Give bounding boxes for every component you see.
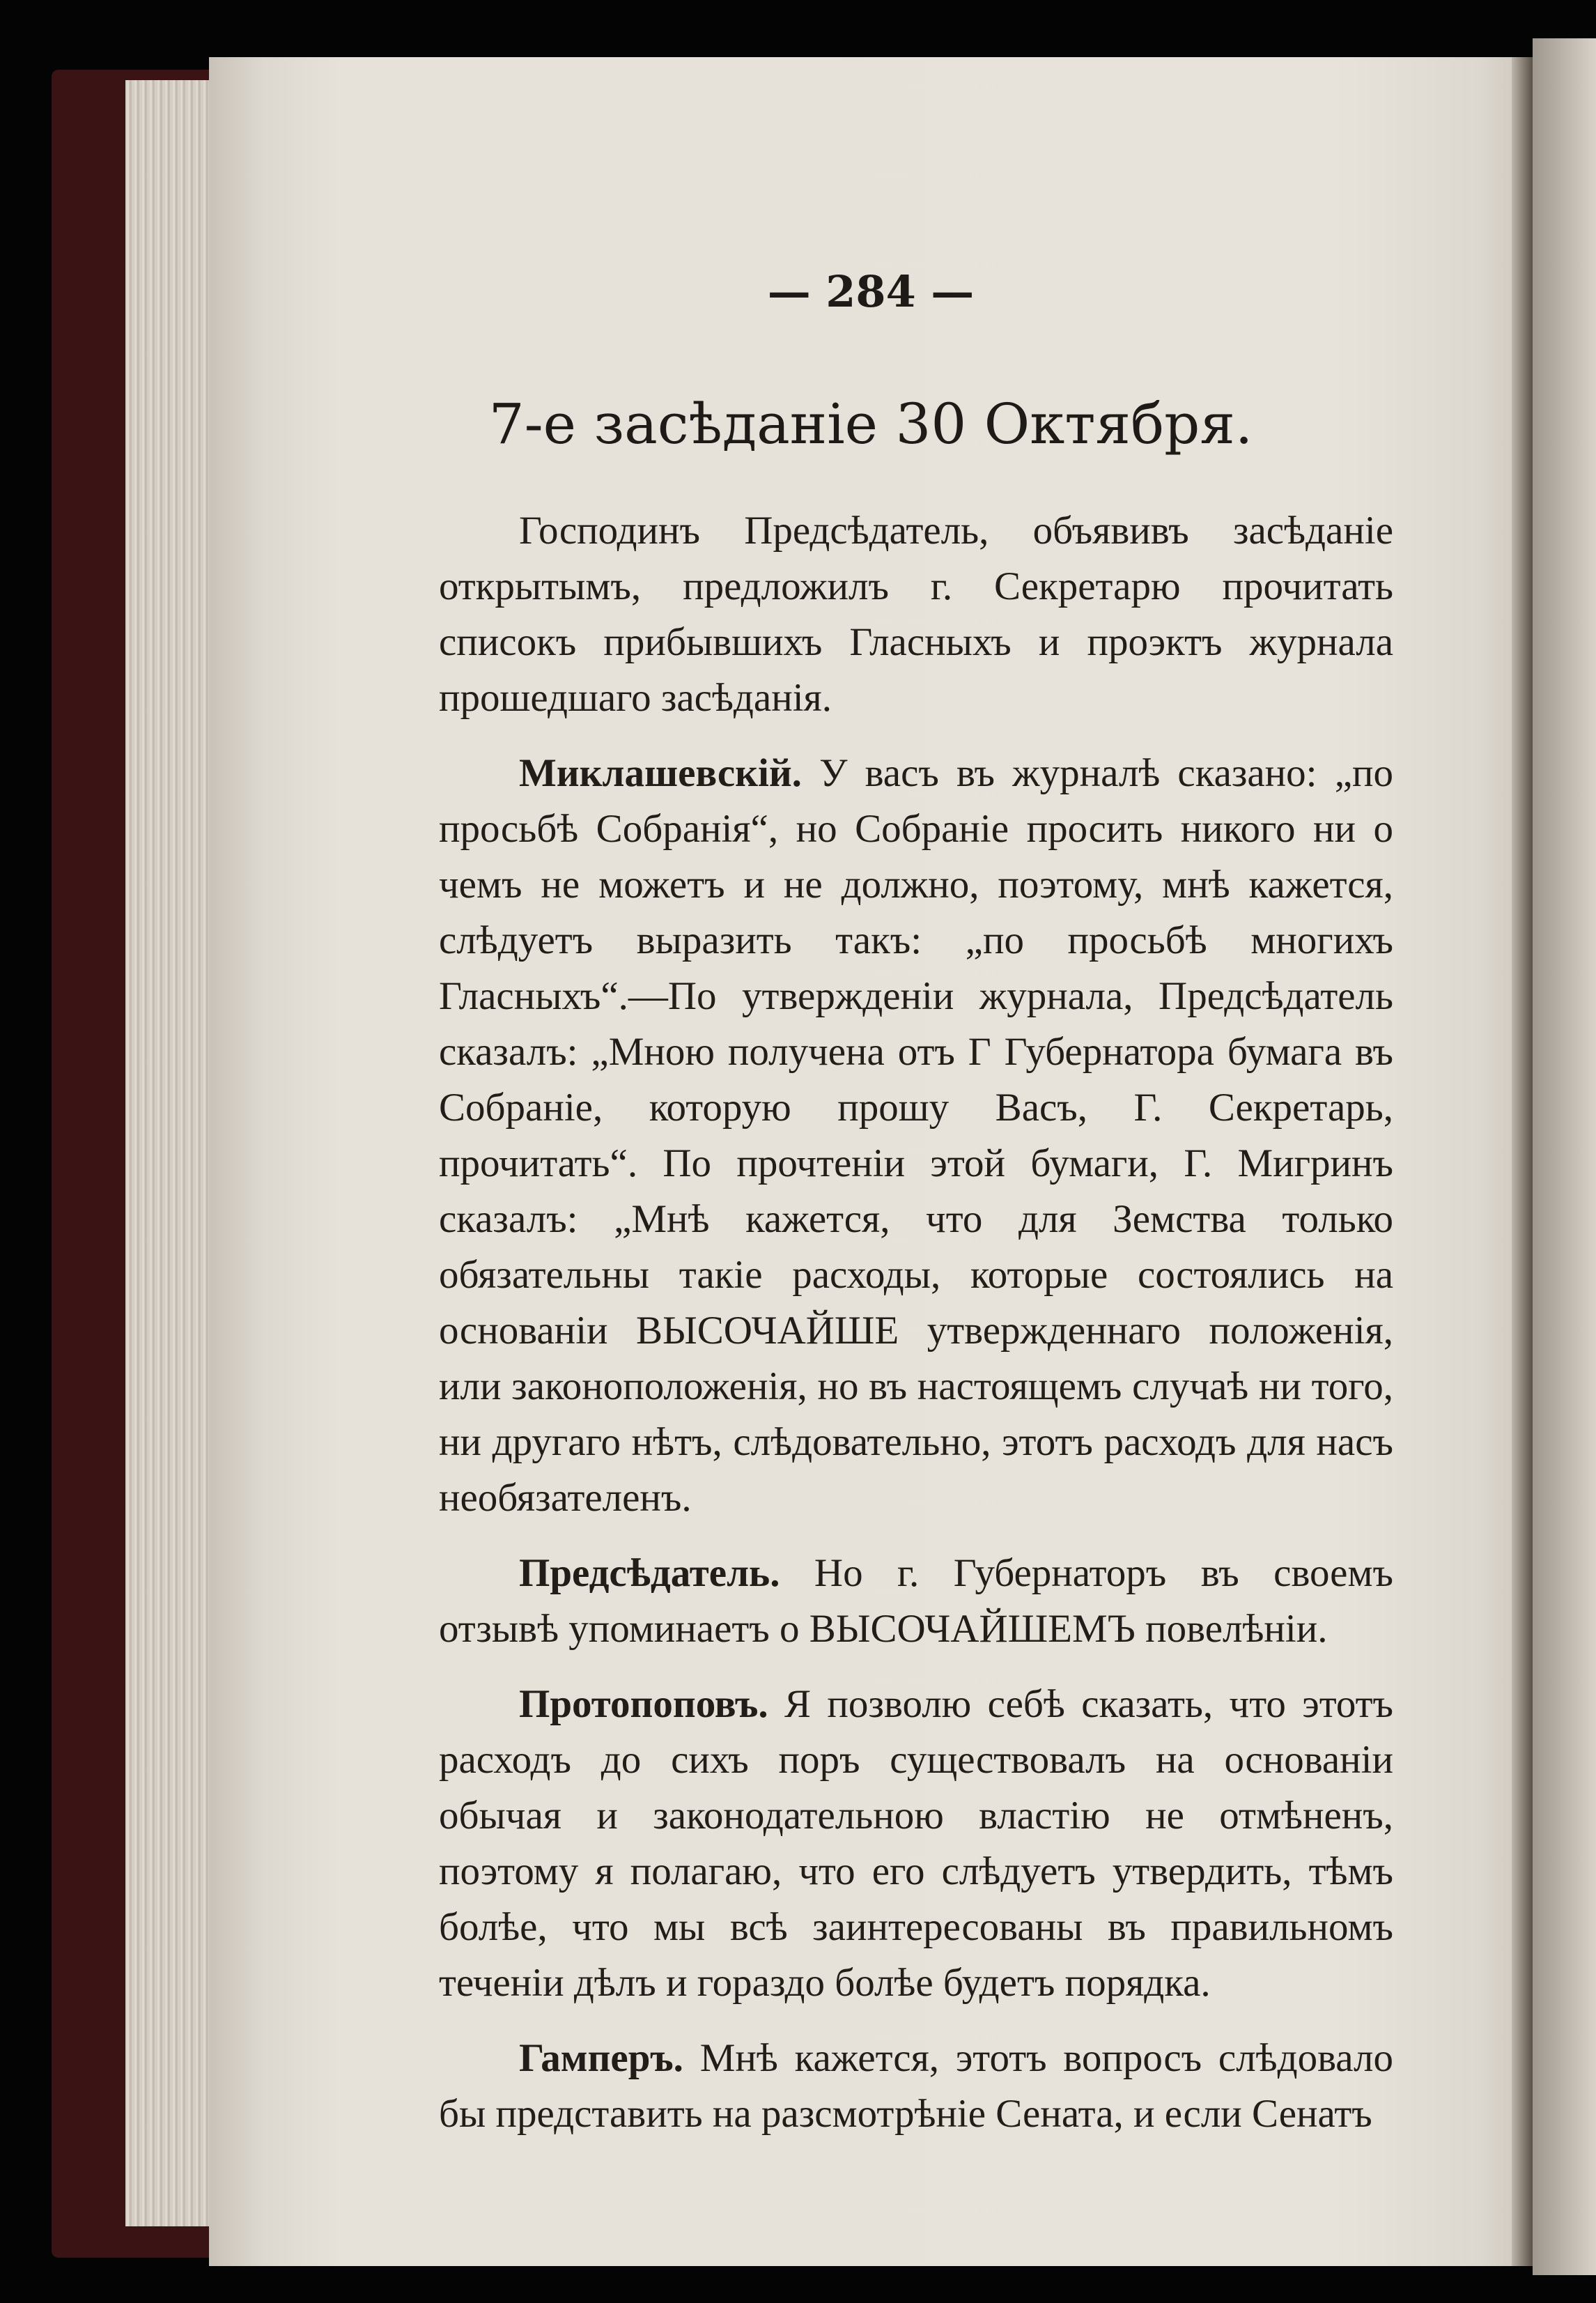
body-text (439, 503, 1393, 2162)
binding-gutter (1512, 57, 1533, 2266)
speaker-name: Гамперъ. (519, 2036, 683, 2080)
speaker-name: Миклашевскій. (519, 751, 802, 795)
speaker-name: Предсѣдатель. (519, 1551, 780, 1595)
page-number: — 284 — (767, 266, 975, 317)
paragraph (439, 2031, 1393, 2142)
session-heading: 7-е засѣданіе 30 Октября. (488, 392, 1253, 456)
paragraph (439, 746, 1393, 1526)
paragraph-text: Я позволю себѣ сказать, что этотъ расходъ до сихъ поръ существовалъ на основаніи обычая и законодательною властію не отмѣненъ, поэтому я полагаю, что его слѣдуетъ утвердить, тѣмъ болѣе, что мы всѣ заинтересованы въ правильномъ теченіи дѣлъ и гораздо болѣе будетъ порядка. (439, 1682, 1393, 2005)
paragraph (439, 503, 1393, 726)
facing-page-edge (1533, 38, 1596, 2275)
book-page (209, 57, 1533, 2266)
paragraph-text: Господинъ Предсѣдатель, объявивъ засѣданіе открытымъ, предложилъ г. Секретарю прочитать списокъ прибывшихъ Гласныхъ и проэктъ журнала прошедшаго засѣданія. (439, 509, 1393, 720)
paragraph-text: Мнѣ кажется, этотъ вопросъ слѣдовало бы представить на разсмотрѣніе Сената, и если Сенатъ (439, 2036, 1393, 2136)
paragraph-text: Но г. Губернаторъ въ своемъ отзывѣ упоминаетъ о ВЫСОЧАЙШЕМЪ повелѣніи. (439, 1551, 1394, 1651)
speaker-name: Протопоповъ. (519, 1682, 768, 1726)
paragraph-text: У васъ въ журналѣ сказано: „по просьбѣ Собранія“, но Собраніе просить никого ни о чемъ не можетъ и не должно, поэтому, мнѣ кажется, слѣдуетъ выразить такъ: „по просьбѣ многихъ Гласныхъ“.—По утвержденіи журнала, Предсѣдатель сказалъ: „Мною получена отъ Г Губернатора бумага въ Собраніе, которую прошу Васъ, Г. Секретарь, прочитать“. По прочтеніи этой бумаги, Г. Мигринъ сказалъ: „Мнѣ кажется, что для Земства только обязательны такіе расходы, которые состоялись на основаніи ВЫСОЧАЙШЕ утвержденнаго положенія, или законоположенія, но въ настоящемъ случаѣ ни того, ни другаго нѣтъ, слѣдовательно, этотъ расходъ для насъ необязателенъ. (439, 751, 1393, 1520)
paragraph (439, 1677, 1393, 2011)
paragraph (439, 1546, 1393, 1657)
